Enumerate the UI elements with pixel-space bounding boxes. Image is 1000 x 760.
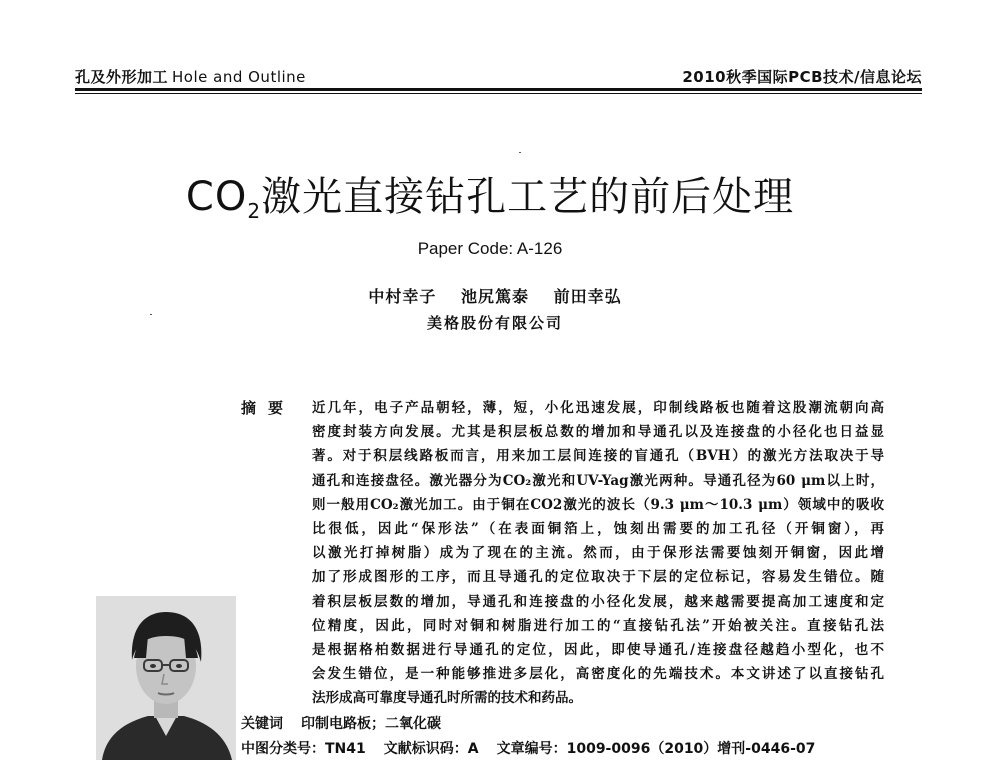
clc-value: TN41: [325, 741, 366, 757]
author-name: 中村幸子: [368, 287, 437, 306]
doc-code-value: A: [467, 741, 479, 757]
keywords-value: 印制电路板；二氧化碳: [301, 716, 441, 732]
author-photo: [96, 596, 236, 760]
classification-line: [241, 738, 815, 758]
section-name-cn: 孔及外形加工: [75, 68, 169, 86]
article-number-value: 1009-0096（2010）增刊-0446-07: [566, 741, 816, 757]
running-header-right: 2010秋季国际PCB技术/信息论坛: [682, 68, 922, 86]
clc-label: 中图分类号：: [241, 741, 325, 757]
abstract-line: 法形成高可靠度导通孔时所需的技术和药品。: [312, 690, 582, 707]
abstract-line: 通孔和连接盘径。激光器分为CO₂激光和UV-Yag激光两种。导通孔径为60 μm以上时，: [312, 472, 884, 489]
abstract-line: 位精度，因此，同时对铜和树脂进行加工的“直接钻孔法”开始被关注。直接钻孔法: [312, 617, 884, 634]
author-portrait-image: [96, 596, 236, 760]
abstract-line: 会发生错位，是一种能够推进多层化，高密度化的先端技术。本文讲述了以直接钻孔: [312, 666, 884, 683]
running-header-left: [75, 66, 306, 87]
abstract-line: 加了形成图形的工序，而且导通孔的定位取决于下层的定位标记，容易发生错位。随: [312, 569, 884, 586]
abstract-line: 以激光打掉树脂）成为了现在的主流。然而，由于保形法需要蚀刻开铜窗，因此增: [312, 545, 884, 562]
abstract-label: 摘要: [241, 399, 296, 417]
author-name: 池尻篤泰: [460, 287, 529, 306]
abstract-line: 着积层板层数的增加，导通孔和连接盘的小径化发展，越来越需要提高加工速度和定: [312, 593, 884, 610]
affiliation: 美格股份有限公司: [426, 314, 563, 332]
abstract-line: 著。对于积层线路板而言，用来加工层间连接的盲通孔（BVH）的激光方法取决于导: [312, 448, 884, 465]
keywords-label: 关键词: [241, 716, 283, 732]
paper-code: Paper Code: A-126: [417, 239, 563, 258]
header-rule-thick: [75, 88, 922, 91]
abstract-line: 是根据格柏数据进行导通孔的定位，因此，即使导通孔/连接盘径越趋小型化，也不: [312, 641, 884, 658]
author-name: 前田幸弘: [553, 287, 622, 306]
paper-title: [0, 165, 980, 223]
header-rule-thin: [75, 93, 922, 94]
scan-speck: [519, 152, 521, 153]
article-number-label: 文章编号：: [496, 741, 567, 757]
abstract-body: [312, 396, 884, 710]
abstract-line: 比很低，因此“保形法”（在表面铜箔上，蚀刻出需要的加工孔径（开铜窗），再: [312, 520, 884, 537]
keywords-line: [241, 713, 441, 733]
author-list: [0, 284, 990, 307]
doc-code-label: 文献标识码：: [383, 741, 468, 757]
title-pre: CO: [185, 174, 248, 220]
section-name-en: Hole and Outline: [172, 68, 306, 86]
title-post: 激光直接钻孔工艺的前后处理: [261, 174, 795, 220]
abstract-line: 密度封装方向发展。尤其是积层板总数的增加和导通孔以及连接盘的小径化也日益显: [312, 424, 884, 441]
title-subscript: 2: [247, 199, 262, 223]
abstract-line: 则一般用CO₂激光加工。由于铜在CO2激光的波长（9.3 μm～10.3 μm）领域中的吸收: [312, 496, 884, 513]
abstract-line: 近几年，电子产品朝轻，薄，短，小化迅速发展，印制线路板也随着这股潮流朝向高: [312, 400, 884, 416]
